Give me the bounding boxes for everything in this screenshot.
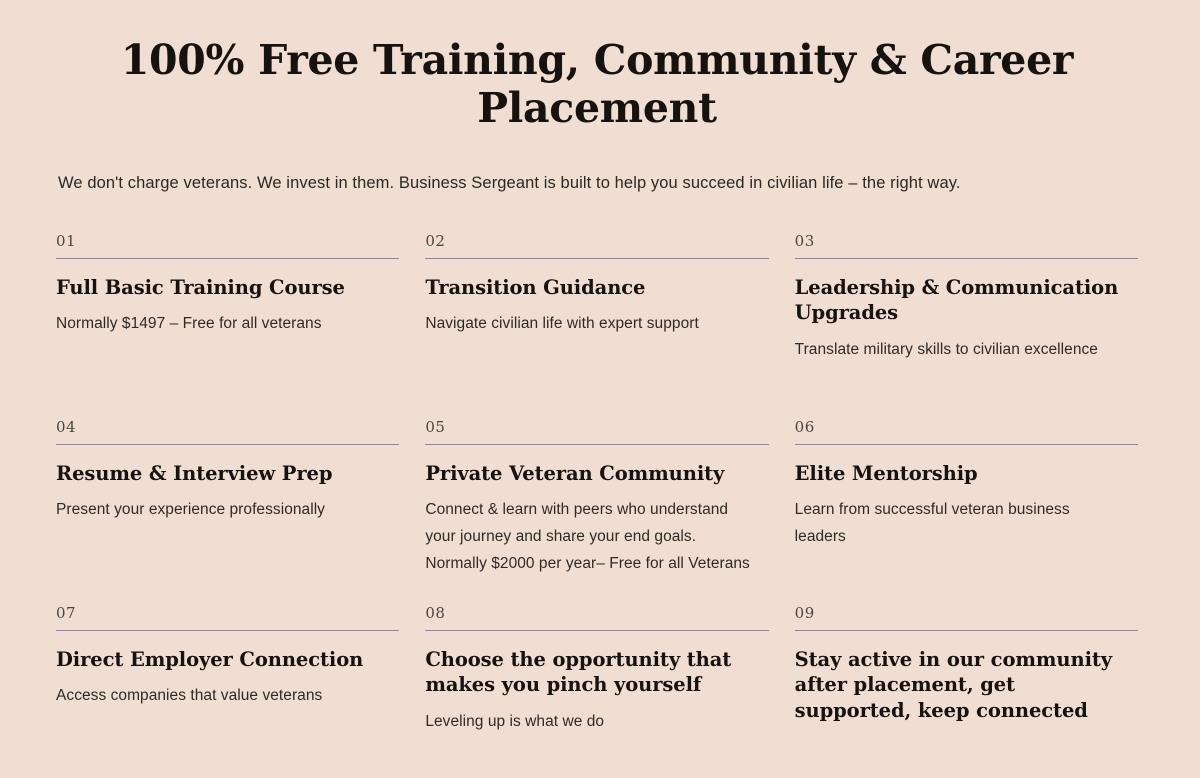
benefit-item-06: [795, 406, 1138, 592]
benefit-divider: [425, 444, 768, 445]
benefit-title: Leadership & Communication Upgrades: [794, 275, 1119, 325]
benefit-number: 07: [56, 603, 77, 622]
benefit-number: 08: [425, 603, 446, 622]
benefit-description: Leveling up is what we do: [425, 712, 605, 730]
benefit-divider: [795, 630, 1138, 631]
benefit-title: Resume & Interview Prep: [56, 461, 333, 485]
benefit-number: 09: [794, 603, 815, 622]
benefit-item-01: [56, 220, 399, 406]
benefit-item-07: [56, 592, 399, 778]
benefit-divider: [56, 630, 399, 631]
benefit-item-08: [425, 592, 768, 778]
benefit-description: Learn from successful veteran business leaders: [794, 501, 1070, 545]
benefit-description: Navigate civilian life with expert support: [425, 315, 699, 333]
benefit-divider: [795, 444, 1138, 445]
benefit-description: Connect & learn with peers who understand your journey and share your end goals. Normally $2000 per year– Free for all Veterans: [425, 501, 750, 572]
benefit-item-09: [795, 592, 1138, 778]
benefit-title: Transition Guidance: [425, 275, 646, 299]
benefit-number: 03: [794, 231, 815, 250]
benefit-title: Direct Employer Connection: [56, 647, 364, 671]
benefit-number: 05: [425, 417, 446, 436]
benefit-item-03: [795, 220, 1138, 406]
benefit-description: Present your experience professionally: [56, 501, 325, 519]
benefit-divider: [56, 258, 399, 259]
page-subtitle: We don't charge veterans. We invest in them. Business Sergeant is built to help you succeed in civilian life – the right way.: [58, 173, 961, 192]
benefit-item-04: [56, 406, 399, 592]
benefit-number: 04: [56, 417, 77, 436]
benefit-number: 02: [425, 231, 446, 250]
benefit-description: Translate military skills to civilian excellence: [794, 340, 1098, 358]
benefit-number: 06: [794, 417, 815, 436]
benefit-item-02: [425, 220, 768, 406]
benefit-divider: [56, 444, 399, 445]
benefit-title: Elite Mentorship: [794, 461, 978, 485]
benefit-title: Full Basic Training Course: [56, 275, 345, 299]
benefit-title: Stay active in our community after placement, get supported, keep connected: [794, 647, 1113, 722]
benefit-number: 01: [56, 231, 77, 250]
benefits-grid: [56, 220, 1138, 778]
benefit-title: Private Veteran Community: [425, 461, 725, 485]
benefit-divider: [795, 258, 1138, 259]
benefit-divider: [425, 630, 768, 631]
benefit-description: Normally $1497 – Free for all veterans: [56, 315, 322, 333]
benefit-item-05: [425, 406, 768, 592]
benefit-description: Access companies that value veterans: [56, 687, 323, 705]
benefit-title: Choose the opportunity that makes you pinch yourself: [425, 647, 732, 697]
page-title: 100% Free Training, Community & Career Placement: [120, 36, 1074, 133]
benefit-divider: [425, 258, 768, 259]
